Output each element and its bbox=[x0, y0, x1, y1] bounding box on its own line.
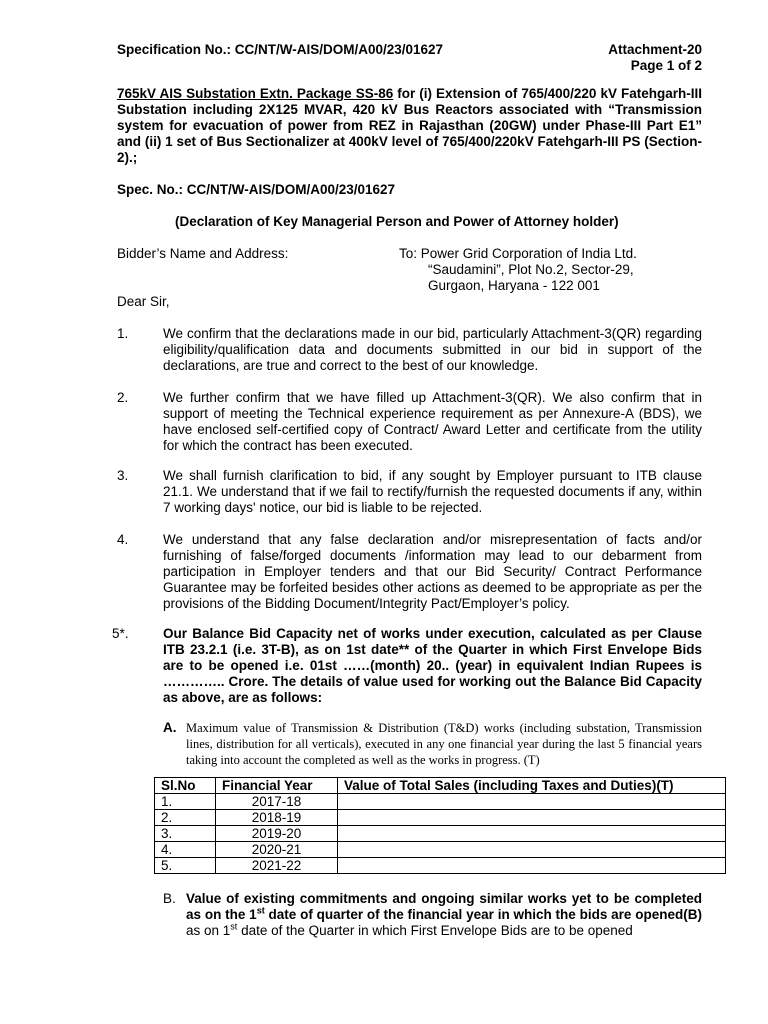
paragraph-text: We understand that any false declaration and/or misrepresentation of facts and/or furnishing of false/forged documents /information may lead to our debarment from participation in Employer tenders and that our Bid Security/ Contract Performance Guarantee may be forfeited besides other actions as deemed to be appropriate as per the provisions of the Bidding Document/Integrity Pact/Employer’s policy. bbox=[163, 532, 702, 611]
table-row bbox=[155, 810, 726, 826]
sales-value-cell bbox=[338, 810, 726, 826]
financial-year-cell: 2021-22 bbox=[216, 858, 338, 874]
paragraph-text: We shall furnish clarification to bid, if any sought by Employer pursuant to ITB clause 21.1. We understand that if we fail to rectify/furnish the requested documents if any, within 7 working days' notice, our bid is liable to be rejected. bbox=[163, 468, 702, 515]
bidder-label: Bidder’s Name and Address: bbox=[117, 246, 289, 261]
financial-year-cell: 2018-19 bbox=[216, 810, 338, 826]
salutation: Dear Sir, bbox=[117, 294, 170, 309]
section-a-label: A. bbox=[163, 720, 177, 735]
sales-value-cell bbox=[338, 794, 726, 810]
paragraph-number: 5*. bbox=[112, 626, 129, 641]
specification-number-header: Specification No.: CC/NT/W-AIS/DOM/A00/23/01627 bbox=[117, 42, 444, 57]
section-b-text-part: date of the Quarter in which First Envelope Bids are to be opened bbox=[237, 923, 633, 938]
package-name: 765kV AIS Substation Extn. Package SS-86 bbox=[117, 86, 394, 101]
section-b-bold-text: date of quarter of the financial year in which the bids are opened(B) bbox=[264, 907, 702, 922]
paragraph-number: 4. bbox=[117, 532, 129, 547]
serial-number-cell: 5. bbox=[155, 858, 216, 874]
superscript: st bbox=[256, 905, 265, 916]
paragraph-text: We confirm that the declarations made in our bid, particularly Attachment-3(QR) regarding eligibility/qualification data and documents submitted in our bid in support of the declarations, are true and correct to the best of our knowledge. bbox=[163, 326, 702, 373]
table-row bbox=[155, 826, 726, 842]
recipient-line-3: Gurgaon, Haryana - 122 001 bbox=[428, 278, 600, 293]
financial-year-cell: 2017-18 bbox=[216, 794, 338, 810]
spec-number-line: Spec. No.: CC/NT/W-AIS/DOM/A00/23/01627 bbox=[117, 182, 396, 197]
serial-number-cell: 3. bbox=[155, 826, 216, 842]
table-row bbox=[155, 842, 726, 858]
attachment-label: Attachment-20 bbox=[608, 42, 702, 57]
title-description: for (i) Extension of 765/400/220 kV Fatehgarh-III Substation including 2X125 MVAR, 420 kV Bus Reactors associated with “Transmission system for evacuation of power from REZ in Rajasthan (20GW) under Phase-III Part E1” and (ii) 1 set of Bus Sectionalizer at 400kV level of 765/400/220kV Fatehgarh-III PS (Section-2).; bbox=[117, 86, 702, 165]
serial-number-cell: 4. bbox=[155, 842, 216, 858]
recipient-line-1: To: Power Grid Corporation of India Ltd. bbox=[399, 246, 637, 261]
paragraph-number: 1. bbox=[117, 326, 129, 341]
sales-value-cell bbox=[338, 858, 726, 874]
column-header: Sl.No bbox=[155, 778, 216, 794]
page-number: Page 1 of 2 bbox=[630, 58, 702, 73]
table-row bbox=[155, 794, 726, 810]
financial-year-table bbox=[154, 777, 726, 874]
section-b-bold-text: Value of existing commitments and ongoing similar works yet to be completed as on the 1 bbox=[186, 891, 702, 922]
sales-value-cell bbox=[338, 826, 726, 842]
table-header-row bbox=[155, 778, 726, 794]
section-b-label: B. bbox=[163, 891, 176, 906]
table-row bbox=[155, 858, 726, 874]
sales-value-cell bbox=[338, 842, 726, 858]
paragraph-number: 2. bbox=[117, 390, 129, 405]
section-b-text-part: as on 1 bbox=[186, 923, 231, 938]
column-header: Financial Year bbox=[216, 778, 338, 794]
superscript: st bbox=[230, 921, 238, 932]
document-title bbox=[117, 86, 702, 166]
financial-year-cell: 2020-21 bbox=[216, 842, 338, 858]
declaration-title: (Declaration of Key Managerial Person and Power of Attorney holder) bbox=[175, 214, 619, 229]
serial-number-cell: 2. bbox=[155, 810, 216, 826]
paragraph-number: 3. bbox=[117, 468, 129, 483]
section-a-text: Maximum value of Transmission & Distribution (T&D) works (including substation, Transmission lines, distribution for all verticals), executed in any one financial year during the last 5 financial years taking into account the completed as well as the works in progress. (T) bbox=[186, 721, 702, 767]
paragraph-text: We further confirm that we have filled up Attachment-3(QR). We also confirm that in support of meeting the Technical experience requirement as per Annexure-A (BDS), we have enclosed self-certified copy of Contract/ Award Letter and certificate from the utility for which the contract has been executed. bbox=[163, 390, 702, 453]
balance-bid-capacity-text: Our Balance Bid Capacity net of works under execution, calculated as per Clause ITB 23.2.1 (i.e. 3T-B), as on 1st date** of the Quarter in which First Envelope Bids are to be opened i.e. 01st ……(month) 20.. (year) in equivalent Indian Rupees is ………….. Crore. The details of value used for working out the Balance Bid Capacity as above, are as follows: bbox=[163, 626, 702, 705]
section-b-text bbox=[186, 891, 702, 939]
column-header: Value of Total Sales (including Taxes and Duties)(T) bbox=[338, 778, 726, 794]
serial-number-cell: 1. bbox=[155, 794, 216, 810]
recipient-line-2: “Saudamini”, Plot No.2, Sector-29, bbox=[428, 262, 634, 277]
financial-year-cell: 2019-20 bbox=[216, 826, 338, 842]
attachment-header bbox=[608, 42, 702, 74]
